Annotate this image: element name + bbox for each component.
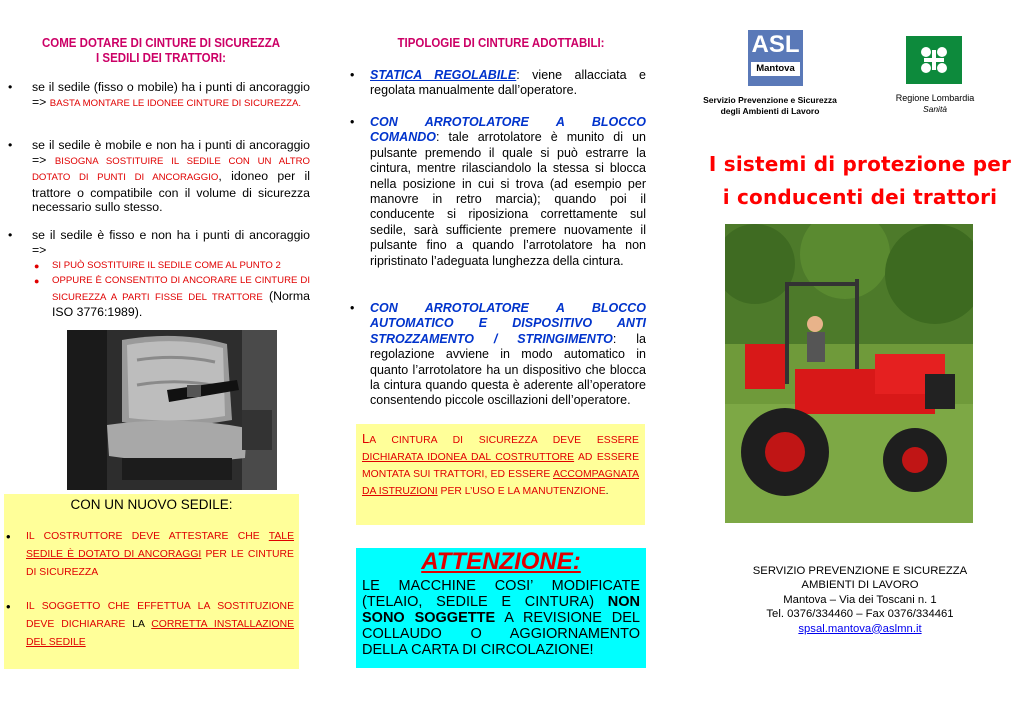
left-header bbox=[24, 36, 298, 66]
lombardia-logo-icon bbox=[906, 36, 962, 84]
belt-type-1-name: STATICA REGOLABILE bbox=[370, 68, 517, 82]
cert-p7: . bbox=[605, 486, 609, 497]
belt-type-2-desc: : tale arrotolatore è munito di un pulsante premendo il quale si può estrarre la cintura, mentre rilasciandolo la stessa si blocca nella posizione in cui si trova (ad esempio per manovre in retro marcia); quando poi il conducente si riposiziona correttamente sul sedile, sarà sufficiente premere nuovamente il pulsante fino a quando l’arrotolatore ha non ripristinato l’adeguata lunghezza della cintura. bbox=[370, 130, 646, 268]
warning-bold: NON SONO SOGGETTE bbox=[362, 594, 640, 626]
cert-p2: A CINTURA DI SICUREZZA DEVE ESSERE bbox=[369, 435, 639, 446]
cert-p3: DICHIARATA IDONEA DAL COSTRUTTORE bbox=[362, 452, 575, 463]
sub-bullet-icon: ● bbox=[34, 261, 40, 271]
bullet-icon: • bbox=[350, 115, 355, 129]
headline bbox=[700, 148, 1020, 214]
new-seat-item-1 bbox=[6, 528, 294, 582]
new-seat-title: CON UN NUOVO SEDILE: bbox=[70, 497, 233, 512]
bullet-icon: • bbox=[6, 529, 11, 544]
asl-caption-1: Servizio Prevenzione e Sicurezza bbox=[703, 95, 837, 105]
sub2-norm: (Norma ISO 3776:1989). bbox=[52, 288, 310, 320]
warning-text1: LE MACCHINE COSI’ MODIFICATE (TELAIO, SEDILE E CINTURA) bbox=[362, 578, 640, 610]
asl-logo-sub: Mantova bbox=[751, 62, 800, 76]
new-seat-box bbox=[4, 494, 299, 669]
bullet2-rest: , idoneo per il trattore o compatibile con il volume di sicurezza necessario sullo stesso. bbox=[32, 169, 310, 215]
bullet3-text: se il sedile è fisso e non ha i punti di ancoraggio => bbox=[32, 228, 310, 257]
belt-type-1 bbox=[350, 68, 647, 99]
item1-a: IL COSTRUTTORE DEVE ATTESTARE CHE bbox=[26, 531, 269, 542]
belt-type-1-desc: : viene allacciata e regolata manualmente dall’operatore. bbox=[370, 68, 647, 98]
bullet-icon: • bbox=[350, 68, 355, 82]
footer-line1: SERVIZIO PREVENZIONE E SICUREZZA bbox=[752, 565, 968, 577]
new-seat-item-2 bbox=[6, 598, 295, 652]
asl-caption-2: degli Ambienti di Lavoro bbox=[720, 106, 820, 116]
belt-type-3-desc: : la regolazione avviene in modo automatico in quanto l’arrotolatore ha un dispositivo che blocca la cintura quando questa è aderente all’operatore consentendo piccole oscillazioni dell’operatore. bbox=[370, 331, 646, 408]
left-header-line2: I SEDILI DEI TRATTORI: bbox=[96, 51, 226, 65]
asl-logo bbox=[748, 30, 803, 86]
cert-p1: L bbox=[362, 431, 370, 446]
warning-title: ATTENZIONE: bbox=[421, 548, 581, 575]
bullet-icon: • bbox=[350, 301, 355, 315]
region-caption bbox=[870, 93, 1000, 115]
bullet-icon: • bbox=[8, 138, 13, 152]
bullet-fixed-no-anchors bbox=[8, 228, 310, 257]
belt-type-2-name: CON ARROTOLATORE A BLOCCO COMANDO bbox=[370, 115, 646, 145]
region-name: Regione Lombardia bbox=[895, 93, 975, 103]
item2-b: LA bbox=[132, 619, 145, 630]
cert-p5: ACCOMPAGNATA DA ISTRUZIONI bbox=[362, 469, 639, 497]
bullet-icon: • bbox=[8, 228, 13, 242]
headline-line2: i conducenti dei trattori bbox=[722, 185, 998, 209]
left-header-line1: COME DOTARE DI CINTURE DI SICUREZZA bbox=[41, 36, 281, 50]
bullet-icon: • bbox=[6, 599, 11, 614]
headline-line1: I sistemi di protezione per bbox=[708, 152, 1012, 176]
warning-text bbox=[356, 576, 646, 660]
tractor-photo bbox=[725, 224, 973, 523]
cert-p4: AD ESSERE MONTATA SUI TRATTORI, ED ESSERE bbox=[362, 452, 639, 480]
item1-c: PER LE CINTURE DI SICUREZZA bbox=[26, 549, 294, 578]
warning-text2: A REVISIONE DEL COLLAUDO O AGGIORNAMENTO DELLA CARTA DI CIRCOLAZIONE! bbox=[362, 610, 640, 658]
footer-phone: Tel. 0376/334460 – Fax 0376/334461 bbox=[766, 608, 954, 621]
belt-type-2 bbox=[350, 115, 646, 269]
belt-type-3 bbox=[350, 301, 646, 409]
sub2-text: OPPURE È CONSENTITO DI ANCORARE LE CINTURE DI SICUREZZA A PARTI FISSE DEL TRATTORE bbox=[52, 275, 310, 303]
seat-photo bbox=[67, 330, 277, 490]
item1-b: TALE SEDILE È DOTATO DI ANCORAGGI bbox=[26, 531, 294, 560]
bullet2-action: BISOGNA SOSTITUIRE IL SEDILE CON UN ALTRO DOTATO DI PUNTI DI ANCORAGGIO bbox=[32, 155, 310, 184]
cert-p6: PER L’USO E LA MANUTENZIONE bbox=[437, 486, 606, 497]
warning-box bbox=[356, 548, 646, 668]
sub-bullet-1 bbox=[34, 259, 310, 274]
bullet1-action: BASTA MONTARE LE IDONEE CINTURE DI SICUREZZA. bbox=[49, 97, 302, 109]
region-sub: Sanità bbox=[922, 104, 948, 114]
bullet-fixed-or-mobile-with-anchors bbox=[8, 80, 310, 111]
belt-type-3-name: CON ARROTOLATORE A BLOCCO AUTOMATICO E DISPOSITIVO ANTI STROZZAMENTO / STRINGIMENTO bbox=[370, 301, 646, 346]
asl-logo-text: ASL bbox=[751, 31, 800, 58]
sub-bullet-icon: ● bbox=[34, 276, 40, 286]
bullet1-text: se il sedile (fisso o mobile) ha i punti di ancoraggio => bbox=[32, 80, 310, 109]
footer-address: Mantova – Via dei Toscani n. 1 bbox=[783, 593, 937, 606]
item2-a: IL SOGGETTO CHE EFFETTUA LA SOSTITUZIONE DEVE DICHIARARE bbox=[26, 601, 294, 630]
footer-line2: AMBIENTI DI LAVORO bbox=[801, 579, 919, 592]
item2-c: CORRETTA INSTALLAZIONE DEL SEDILE bbox=[26, 619, 295, 648]
contact-footer bbox=[700, 564, 1020, 636]
asl-caption bbox=[700, 95, 840, 117]
sub-bullet-2 bbox=[34, 274, 310, 322]
bullet2-text: se il sedile è mobile e non ha i punti di ancoraggio => bbox=[32, 138, 310, 167]
certification-box bbox=[356, 424, 645, 525]
footer-email-link[interactable]: spsal.mantova@aslmn.it bbox=[798, 622, 922, 635]
sub1-text: SI PUÒ SOSTITUIRE IL SEDILE COME AL PUNTO 2 bbox=[52, 260, 281, 271]
bullet-mobile-no-anchors bbox=[8, 138, 310, 215]
middle-header: TIPOLOGIE DI CINTURE ADOTTABILI: bbox=[397, 36, 605, 50]
bullet-icon: • bbox=[8, 80, 13, 94]
